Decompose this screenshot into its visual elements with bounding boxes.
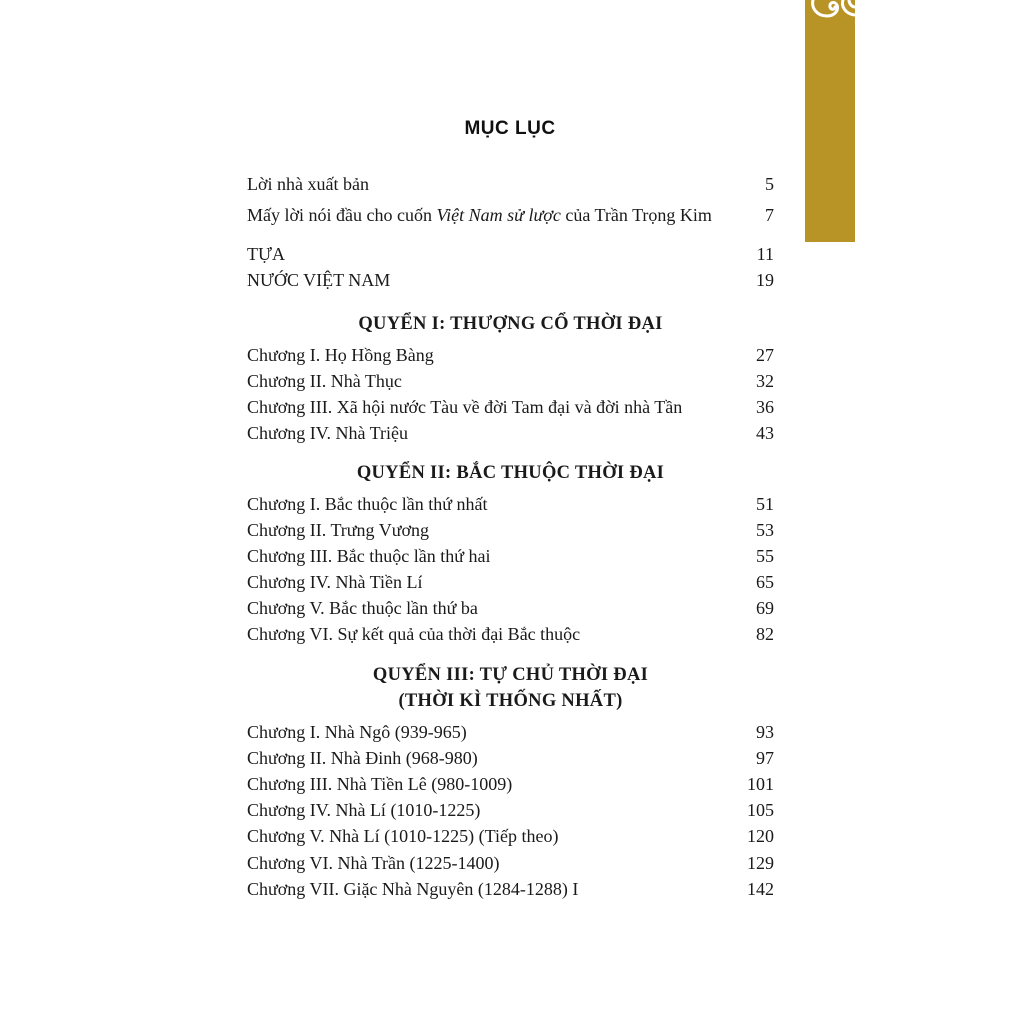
toc-entry-label: Chương II. Nhà Thục <box>247 371 402 391</box>
toc-entry[interactable] <box>247 343 774 367</box>
toc-entry-page: 53 <box>756 520 774 540</box>
toc-entry[interactable] <box>247 242 774 266</box>
toc-entry-label: Chương II. Nhà Đinh (968-980) <box>247 748 478 768</box>
part-heading: QUYỂN I: THƯỢNG CỔ THỜI ĐẠI <box>358 314 663 334</box>
toc-entry-page: 19 <box>756 270 774 290</box>
toc-entry[interactable] <box>247 851 774 875</box>
book-title-italic: Việt Nam sử lược <box>436 205 561 225</box>
toc-entry-label: TỰA <box>247 244 285 264</box>
toc-entry[interactable] <box>247 798 774 822</box>
toc-entry-label: Chương III. Bắc thuộc lần thứ hai <box>247 546 491 566</box>
toc-entry[interactable] <box>247 772 774 796</box>
part-heading: QUYỂN II: BẮC THUỘC THỜI ĐẠI <box>356 463 665 483</box>
toc-entry-page: 5 <box>765 174 774 194</box>
part-subheading: (THỜI KÌ THỐNG NHẤT) <box>398 691 623 711</box>
toc-entry-page: 65 <box>756 572 774 592</box>
toc-entry-page: 129 <box>747 853 774 873</box>
toc-entry-page: 93 <box>756 722 774 742</box>
toc-entry[interactable] <box>247 172 774 196</box>
toc-entry-label: Chương I. Bắc thuộc lần thứ nhất <box>247 494 488 514</box>
toc-entry[interactable] <box>247 596 774 620</box>
toc-entry[interactable] <box>247 622 774 646</box>
toc-entry[interactable] <box>247 492 774 516</box>
toc-entry-label: Chương I. Nhà Ngô (939-965) <box>247 722 467 742</box>
toc-entry-label: Chương IV. Nhà Lí (1010-1225) <box>247 800 481 820</box>
toc-entry[interactable] <box>247 421 774 445</box>
toc-entry[interactable] <box>247 268 774 292</box>
toc-entry[interactable] <box>247 877 774 901</box>
toc-entry-label: Chương III. Nhà Tiền Lê (980-1009) <box>247 774 513 794</box>
toc-entry-label: Chương I. Họ Hồng Bàng <box>247 345 434 365</box>
toc-entry[interactable] <box>247 746 774 770</box>
toc-entry-label: Chương VI. Nhà Trần (1225-1400) <box>247 853 500 873</box>
toc-entry-page: 43 <box>756 423 774 443</box>
toc-entry-label: Lời nhà xuất bản <box>247 174 369 194</box>
toc-entry[interactable] <box>247 203 774 227</box>
part-heading: QUYỂN III: TỰ CHỦ THỜI ĐẠI <box>372 665 649 685</box>
toc-entry-label: Chương VI. Sự kết quả của thời đại Bắc thuộc <box>247 624 581 644</box>
toc-entry-label: NƯỚC VIỆT NAM <box>247 270 391 290</box>
toc-entry-label: Chương V. Nhà Lí (1010-1225) (Tiếp theo) <box>247 826 559 846</box>
toc-entry[interactable] <box>247 824 774 848</box>
toc-entry-label: Chương III. Xã hội nước Tàu về đời Tam đại và đời nhà Tần <box>247 397 683 417</box>
toc-entry-page: 142 <box>747 879 774 899</box>
toc-entry-page: 105 <box>747 800 774 820</box>
toc-entry[interactable] <box>247 518 774 542</box>
toc-entry-label: Chương II. Trưng Vương <box>247 520 430 540</box>
toc-entry-page: 55 <box>756 546 774 566</box>
toc-entry-page: 7 <box>765 205 774 225</box>
toc-entry-label: Chương VII. Giặc Nhà Nguyên (1284-1288) I <box>247 879 579 899</box>
toc-entry-page: 120 <box>747 826 774 846</box>
toc-entry[interactable] <box>247 544 774 568</box>
toc-entry-page: 11 <box>756 244 774 264</box>
toc-title: MỤC LỤC <box>464 118 556 139</box>
toc-entry-page: 27 <box>756 345 774 365</box>
toc-entry[interactable] <box>247 570 774 594</box>
toc-entry-page: 36 <box>756 397 774 417</box>
toc-entry[interactable] <box>247 369 774 393</box>
toc-entry-page: 69 <box>756 598 774 618</box>
toc-entry[interactable] <box>247 720 774 744</box>
toc-entry-page: 82 <box>756 624 774 644</box>
toc-entry-label: Mấy lời nói đầu cho cuốn Việt Nam sử lược của Trần Trọng Kim <box>247 205 712 225</box>
toc-entry-label: Chương IV. Nhà Tiền Lí <box>247 572 423 592</box>
toc-entry[interactable] <box>247 395 774 419</box>
toc-entry-label: Chương IV. Nhà Triệu <box>247 423 408 443</box>
toc-entry-page: 97 <box>756 748 774 768</box>
toc-entry-page: 51 <box>756 494 774 514</box>
toc-entry-page: 32 <box>756 371 774 391</box>
toc-entry-label: Chương V. Bắc thuộc lần thứ ba <box>247 598 478 618</box>
toc-entry-page: 101 <box>747 774 774 794</box>
